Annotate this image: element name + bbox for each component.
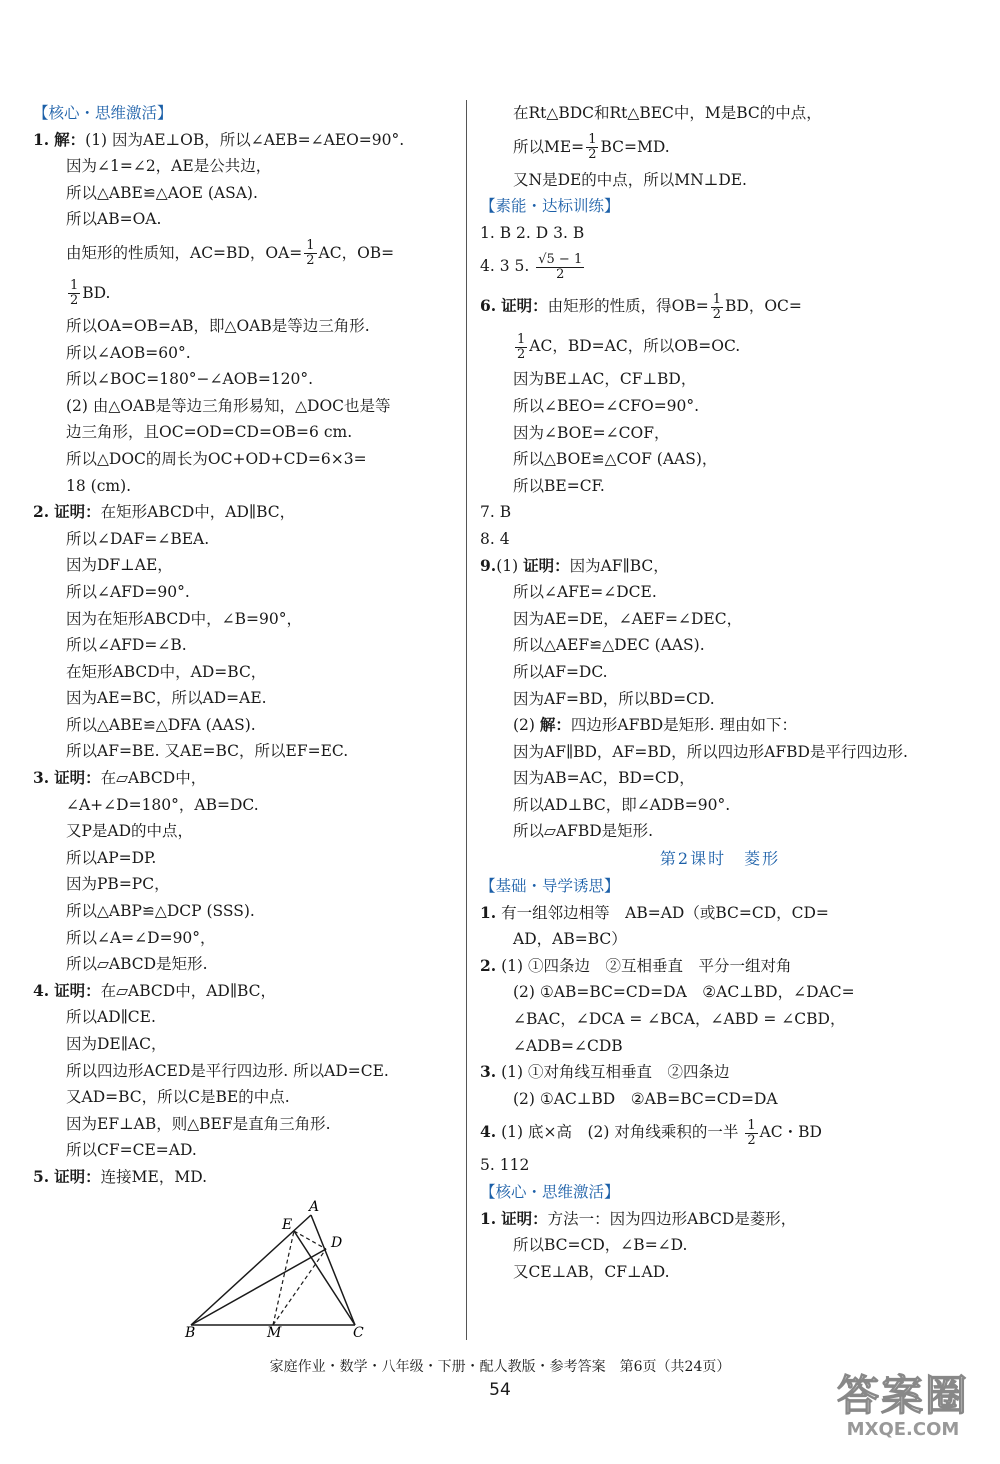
answer-line [33,273,458,313]
section-heading: 【基础・导学诱思】 [480,877,620,896]
point-label-e: E [282,1216,293,1233]
answer-line: 所以∠BEO=∠CFO=90°. [513,396,700,415]
answer-line: 所以四边形ACED是平行四边形. 所以AD=CE. [66,1061,389,1080]
watermark-text: 答案圈 [836,1371,969,1420]
section-heading: 【核心・思维激活】 [33,104,173,122]
answer-label: 解： [539,715,571,735]
answer-line: ∠A+∠D=180°，AB=DC. [66,795,259,814]
answer-line: 因为AF=BD，所以BD=CD. [513,689,715,708]
answer-line: 因为∠BOE=∠COF， [513,423,670,442]
answer-line [480,246,960,286]
answer-line: ∠BAC，∠DCA = ∠BCA，∠ABD = ∠CBD， [513,1010,846,1029]
point-label-c: C [353,1324,364,1337]
answer-line: 所以AF=BE. 又AE=BC，所以EF=EC. [66,742,349,761]
answer-line: 所以BC=CD，∠B=∠D. [513,1236,688,1255]
question-number: 3. [480,1062,497,1082]
numerator: 1 [747,1117,756,1133]
denominator: 2 [70,293,79,309]
page-footer: 家庭作业・数学・八年级・下册・配人教版・参考答案 第6页（共24页） [269,1359,731,1375]
answer-line: 在▱ABCD中， [100,769,207,788]
answer-line: 所以AB=OA. [66,210,162,229]
answer-line: 因为DE∥AC， [66,1035,167,1053]
text-segment: AC，BD=AC，所以OB=OC. [529,337,741,356]
answer-line [33,233,458,273]
answer-line: 7. B [480,503,512,522]
segment-ac [311,1215,355,1325]
numerator: √5 − 1 [538,251,583,267]
section-heading: 【核心・思维激活】 [480,1183,620,1201]
question-number: 2. [33,502,50,522]
question-number: 9. [480,555,497,575]
text-segment: (2) [513,716,540,735]
answer-line: 所以∠A=∠D=90°， [66,928,216,947]
text-segment: 四边形AFBD是矩形. 理由如下： [570,716,798,735]
point-label-a: A [309,1198,320,1215]
segment-bd [191,1249,326,1325]
answer-label: 证明： [54,1166,101,1186]
answer-line: 因为BE⊥AC，CF⊥BD， [513,370,697,389]
point-label-b: B [185,1324,196,1337]
answer-line: (2) ①AB=BC=CD=DA ②AC⊥BD，∠DAC= [513,983,855,1002]
question-number: 4. [33,980,50,1000]
fraction [68,279,80,308]
answer-line: 因为AE=DE，∠AEF=∠DEC， [513,609,743,628]
segment-ce [294,1231,355,1325]
answer-line: 所以AP=DP. [66,848,157,867]
text-segment: 由矩形的性质，得OB= [547,297,709,316]
denominator: 2 [306,253,315,269]
page-number: 54 [489,1380,511,1400]
answer-line: 5. 112 [480,1156,530,1175]
answer-line: 因为在矩形ABCD中，∠B=90°， [66,609,302,628]
answer-line: ∠ADB=∠CDB [513,1036,623,1055]
watermark-logo [828,1372,978,1442]
answer-line: 所以△ABP≌△DCP (SSS). [66,902,255,921]
segment-ab [191,1215,311,1325]
answer-line: 所以△ABE≌△AOE (ASA). [66,183,258,202]
column-divider [466,100,467,1340]
question-number: 1. [33,129,50,149]
text-segment: AC，OB= [318,243,395,262]
answer-line: 因为AB=AC，BD=CD， [513,769,695,788]
answer-line: 在▱ABCD中，AD∥BC， [100,981,277,1000]
question-number: 4. [480,1122,497,1142]
answer-line: 所以△BOE≌△COF (AAS)， [513,450,718,469]
text-segment: BD. [82,283,111,302]
text-segment: BD，OC= [725,297,802,316]
answer-line [480,712,960,739]
answer-line [480,326,960,366]
question-number: 1. [480,1208,497,1228]
text-segment: 4. 3 5. [480,257,530,276]
text-segment: (1) [496,556,524,575]
answer-line: 所以▱AFBD是矩形. [513,822,654,841]
question-number: 2. [480,955,497,975]
lesson-title: 第2课时 菱形 [659,849,781,869]
answer-line: 所以∠AFD=∠B. [66,636,187,655]
answer-line: 方法一：因为四边形ABCD是菱形， [547,1209,797,1228]
answer-line: 因为DF⊥AE， [66,556,173,575]
numerator: 1 [588,132,597,148]
answer-line: 所以AF=DC. [513,662,608,681]
answer-line: (1) ①四条边 ②互相垂直 平分一组对角 [501,956,792,975]
denominator: 2 [556,266,565,282]
answer-line: 所以AD∥CE. [66,1008,156,1027]
answer-label: 证明： [54,502,101,522]
answer-label: 证明： [54,768,101,788]
answer-line: 因为AF∥BD，AF=BD，所以四边形AFBD是平行四边形. [513,742,908,761]
answer-label: 证明： [54,980,101,1000]
answer-label: 证明： [523,555,570,575]
answer-line: 因为∠1=∠2，AE是公共边， [66,157,272,176]
answer-line: 因为AE=BC，所以AD=AE. [66,689,267,708]
answer-line: 所以△AEF≌△DEC (AAS). [513,636,705,655]
answer-label: 证明： [501,1208,548,1228]
point-label-m: M [267,1324,282,1337]
answer-line: (1) ①对角线互相垂直 ②四条边 [501,1063,730,1082]
answer-line: 所以∠AOB=60°. [66,343,191,362]
denominator: 2 [517,346,526,362]
answer-line: (2) 由△OAB是等边三角形易知，△DOC也是等 [66,396,391,415]
numerator: 1 [517,331,526,347]
answer-line: 8. 4 [480,529,510,548]
answer-line: 所以BE=CF. [513,476,605,495]
answer-line: 所以▱ABCD是矩形. [66,955,208,974]
numerator: 1 [712,291,722,307]
denominator: 2 [712,306,722,322]
answer-line: 连接ME，MD. [100,1167,207,1186]
answer-line: 又P是AD的中点， [66,822,194,841]
fraction [536,253,584,282]
question-number: 1. [480,902,497,922]
answer-line: 所以CF=CE=AD. [66,1141,197,1160]
answer-line: 所以OA=OB=AB，即△OAB是等边三角形. [66,316,370,335]
answer-line: 又CE⊥AB，CF⊥AD. [513,1262,670,1281]
answer-line: 因为EF⊥AB，则△BEF是直角三角形. [66,1114,331,1133]
answer-line: 有一组邻边相等 AB=AD（或BC=CD，CD= [501,903,829,922]
geometry-figure [183,1197,403,1337]
denominator: 2 [588,147,597,163]
answer-line: 边三角形，且OC=OD=CD=OB=6 cm. [66,423,353,442]
fraction [586,133,598,162]
point-label-d: D [331,1234,343,1251]
answer-line: 所以∠AFE=∠DCE. [513,583,657,602]
question-number: 5. [33,1166,50,1186]
answer-line: 又N是DE的中点，所以MN⊥DE. [513,170,747,189]
answer-line: 在Rt△BDC和Rt△BEC中，M是BC的中点， [513,104,822,122]
fraction [745,1119,757,1148]
answer-line: 1. B 2. D 3. B [480,223,585,242]
watermark-url: MXQE.COM [846,1419,960,1440]
question-number: 3. [33,768,50,788]
answer-line: 所以∠AFD=90°. [66,582,190,601]
section-heading: 【素能・达标训练】 [480,197,620,216]
answer-label: 证明： [501,296,548,316]
denominator: 2 [747,1132,756,1148]
fraction [711,293,723,322]
question-number: 6. [480,296,497,316]
left-column [33,100,458,1337]
answer-line: 因为PB=PC， [66,875,170,894]
answer-line: 所以∠BOC=180°−∠AOB=120°. [66,370,314,389]
answer-line: (1) 因为AE⊥OB，所以∠AEB=∠AEO=90°. [85,130,405,149]
text-segment: 由矩形的性质知，AC=BD，OA= [66,243,303,262]
numerator: 1 [306,238,315,254]
text-segment: (1) 底×高 (2) 对角线乘积的一半 [501,1123,739,1142]
fraction [304,239,316,268]
answer-line: 在矩形ABCD中，AD=BC， [66,662,267,681]
text-segment: BC=MD. [600,137,670,156]
text-segment: 所以ME= [513,137,585,156]
answer-line: 18 (cm). [66,476,132,495]
answer-line: 所以△ABE≌△DFA (AAS). [66,715,256,734]
text-segment: AC・BD [759,1123,822,1142]
answer-label: 解： [54,129,86,149]
text-segment: 因为AF∥BC， [569,556,669,575]
answer-line [480,127,960,167]
answer-line: AD，AB=BC） [513,930,627,949]
answer-line: 在矩形ABCD中，AD∥BC， [100,503,296,522]
answer-line: 所以AD⊥BC，即∠ADB=90°. [513,795,731,814]
answer-line: 所以∠DAF=∠BEA. [66,529,210,548]
numerator: 1 [70,278,79,294]
fraction [515,333,527,362]
right-column [480,100,960,1285]
answer-line: 又AD=BC，所以C是BE的中点. [66,1088,290,1107]
answer-line: (2) ①AC⊥BD ②AB=BC=CD=DA [513,1089,778,1108]
answer-line: 所以△DOC的周长为OC+OD+CD=6×3= [66,449,367,468]
